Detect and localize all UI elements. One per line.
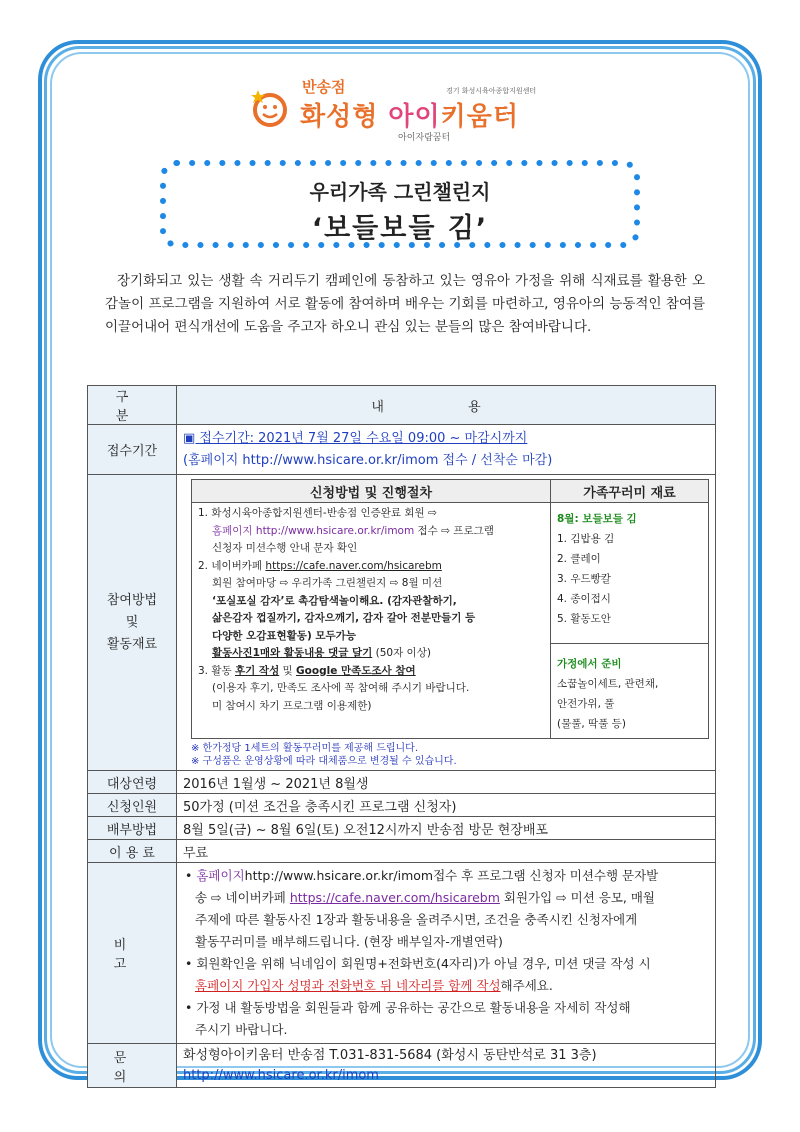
header-content: 내 용 xyxy=(177,386,716,425)
title-box xyxy=(158,158,642,250)
proc-2c: ‘포실포실 감자’로 촉감탐색놀이해요. (감자관찰하기, xyxy=(212,594,457,607)
remark-7: • 가정 내 활동방법을 회원들과 함께 공유하는 공간으로 활동내용을 자세히 작성해 xyxy=(185,1000,631,1015)
logo-org: 경기 화성시육아종합지원센터 xyxy=(446,87,537,95)
remark-label: 비 고 xyxy=(88,863,177,1044)
home-line2: 안전가위, 풀 xyxy=(557,698,615,710)
mat-item-5: 5. 활동도안 xyxy=(557,613,611,625)
home-head: 가정에서 준비 xyxy=(557,658,622,670)
proc-2d: 삶은감자 껍질까기, 감자으깨기, 감자 갈아 전분만들기 등 xyxy=(212,612,476,624)
period-label: 접수기간 xyxy=(88,425,177,475)
remark-5: • 회원확인을 위해 닉네임이 회원명+전화번호(4자리)가 아닐 경우, 미션 댓글 작성 시 xyxy=(185,956,651,971)
remark-1: • 홈페이지http://www.hsicare.or.kr/imom접수 후 프로그램 신청자 미션수행 문자발 xyxy=(185,868,659,883)
cafe-link[interactable]: https://cafe.naver.com/hsicarebm xyxy=(265,559,442,572)
period-line1: ▣ 접수기간: 2021년 7월 27일 수요일 09:00 ~ 마감시까지 xyxy=(183,430,528,446)
fee-value: 무료 xyxy=(177,840,716,863)
age-label: 대상연령 xyxy=(88,771,177,794)
cafe-link-2[interactable]: https://cafe.naver.com/hsicarebm xyxy=(289,890,500,905)
dist-value: 8월 5일(금) ~ 8월 6일(토) 오전12시까지 반송점 방문 현장배포 xyxy=(177,817,716,840)
homepage-link[interactable]: 홈페이지 http://www.hsicare.or.kr/imom xyxy=(212,524,415,537)
remark-2: 송 ⇨ 네이버카페 https://cafe.naver.com/hsicarebm 회원가입 ⇨ 미션 응모, 매월 xyxy=(195,890,655,905)
inquiry-link[interactable]: http://www.hsicare.or.kr/imom xyxy=(183,1067,379,1083)
mat-item-3: 3. 우드빵칼 xyxy=(557,573,611,585)
logo-branch: 반송점 xyxy=(302,78,346,96)
title-line2: ‘보들보들 김’ xyxy=(311,213,489,244)
smiley-face-icon xyxy=(250,88,290,128)
home-line3: (물풀, 딱풀 등) xyxy=(557,718,626,730)
note-2: ※ 구성품은 운영상황에 따라 대체품으로 변경될 수 있습니다. xyxy=(191,756,457,767)
intro-paragraph: 장기화되고 있는 생활 속 거리두기 캠페인에 동참하고 있는 영유아 가정을 위해 식재료를 활용한 오감놀이 프로그램을 지원하여 서로 활동에 참여하며 배우는 기회를 마련하고, 영유아의 능동적인 참여를 이끌어내어 편식개선에 도움을 주고자 하오니 관심 있는 분들의 많은 참여바랍니다. xyxy=(105,273,705,335)
logo xyxy=(250,74,560,144)
proc-2e: 다양한 오감표현활동) 모두가능 xyxy=(212,629,356,642)
proc-1c: 신청자 미션수행 안내 문자 확인 xyxy=(212,542,358,554)
proc-title: 신청방법 및 진행절차 xyxy=(192,480,551,503)
inquiry-label: 문 의 xyxy=(88,1044,177,1088)
mat-item-4: 4. 종이접시 xyxy=(557,593,611,605)
proc-2a: 2. 네이버카페 https://cafe.naver.com/hsicarebm xyxy=(198,559,442,572)
proc-3a: 3. 활동 후기 작성 및 Google 만족도조사 참여 xyxy=(198,664,416,677)
mat-title: 가족꾸러미 재료 xyxy=(551,480,709,503)
fee-label: 이 용 료 xyxy=(88,840,177,863)
home-line1: 소꿉놀이세트, 관련채, xyxy=(557,678,659,690)
period-line2: (홈페이지 http://www.hsicare.or.kr/imom 접수 / 선착순 마감) xyxy=(183,452,553,468)
dist-label: 배부방법 xyxy=(88,817,177,840)
method-inner-table xyxy=(191,479,709,739)
remark-3: 주제에 따른 활동사진 1장과 활동내용을 올려주시면, 조건을 충족시킨 신청자에게 xyxy=(195,912,638,927)
proc-2b: 회원 참여마당 ⇨ 우리가족 그린챌린지 ⇨ 8월 미션 xyxy=(212,577,443,589)
info-table xyxy=(87,385,716,1088)
logo-subtitle: 아이자람꿈터 xyxy=(398,133,451,143)
title-line1: 우리가족 그린챌린지 xyxy=(309,180,491,204)
mat-item-2: 2. 클레이 xyxy=(557,553,601,565)
remark-4: 활동꾸러미를 배부해드립니다. (현장 배부일자-개별연락) xyxy=(195,934,503,949)
mat-head: 8월: 보들보들 김 xyxy=(557,513,637,525)
remark-6: 홈페이지 가입자 성명과 전화번호 뒤 네자리를 함께 작성해주세요. xyxy=(195,978,553,993)
remark-8: 주시기 바랍니다. xyxy=(195,1022,288,1037)
proc-2f: 활동사진1매와 활동내용 댓글 달기 (50자 이상) xyxy=(212,647,431,659)
num-value: 50가정 (미션 조건을 충족시킨 프로그램 신청자) xyxy=(177,794,716,817)
note-1: ※ 한가정당 1세트의 활동꾸러미를 제공해 드립니다. xyxy=(191,743,419,754)
proc-1b: 홈페이지 http://www.hsicare.or.kr/imom 접수 ⇨ 프로그램 xyxy=(212,524,494,537)
proc-3c: 미 참여시 차기 프로그램 이용제한) xyxy=(212,699,372,712)
proc-3b: (이용자 후기, 만족도 조사에 꼭 참여해 주시기 바랍니다. xyxy=(212,682,470,694)
method-label: 참여방법 및 활동재료 xyxy=(88,475,177,771)
header-category: 구 분 xyxy=(88,386,177,425)
mat-item-1: 1. 김밥용 김 xyxy=(557,533,615,545)
age-value: 2016년 1월생 ~ 2021년 8월생 xyxy=(177,771,716,794)
inquiry-line1: 화성형아이키움터 반송점 T.031-831-5684 (화성시 동탄반석로 31 3층) xyxy=(183,1047,597,1063)
proc-1a: 1. 화성시육아종합지원센터-반송점 인증완료 회원 ⇨ xyxy=(198,507,437,519)
num-label: 신청인원 xyxy=(88,794,177,817)
logo-name: 화성형 아이키움터 xyxy=(300,102,519,132)
